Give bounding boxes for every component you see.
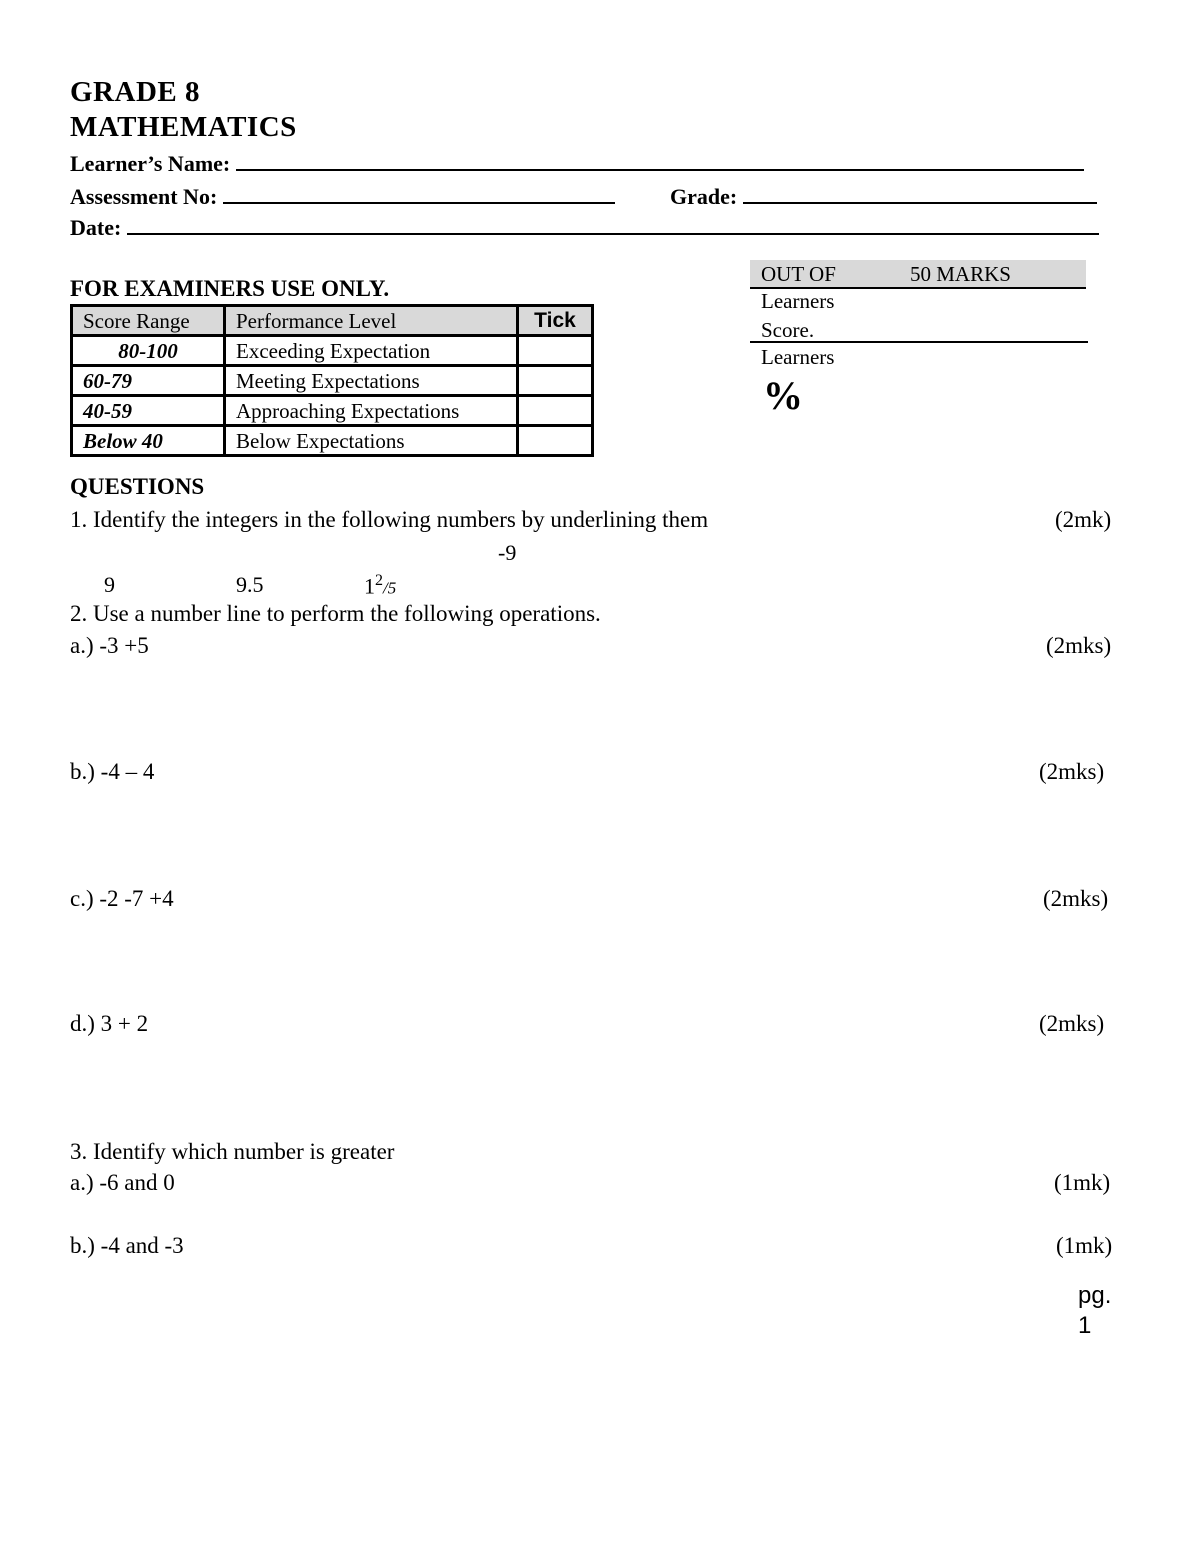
score-range-cell: Below 40 <box>72 426 225 456</box>
performance-level-cell: Below Expectations <box>225 426 518 456</box>
grade-label: Grade: <box>670 184 738 209</box>
question-3a-marks: (1mk) <box>1054 1170 1111 1195</box>
col-tick: Tick <box>518 306 593 336</box>
questions-heading: QUESTIONS <box>70 474 205 499</box>
question-2b-marks: (2mks) <box>1039 759 1105 784</box>
question-2b-text: b.) -4 – 4 <box>70 759 155 784</box>
learners-percent-label: Learners <box>761 345 835 369</box>
out-of-bar <box>750 260 1086 289</box>
learner-name-line[interactable] <box>236 151 1084 171</box>
assessment-no-line[interactable] <box>223 184 615 204</box>
question-2d-text: d.) 3 + 2 <box>70 1011 149 1036</box>
question-2-text: 2. Use a number line to perform the following operations. <box>70 601 601 626</box>
table-row <box>72 366 593 396</box>
tick-cell[interactable] <box>518 366 593 396</box>
out-of-label: OUT OF <box>761 262 836 286</box>
performance-level-cell: Meeting Expectations <box>225 366 518 396</box>
table-header-row <box>72 306 593 336</box>
number-mixed-fraction <box>364 572 396 599</box>
question-1-marks: (2mk) <box>1055 507 1112 532</box>
date-line[interactable] <box>127 215 1099 235</box>
score-range-cell: 80-100 <box>72 336 225 366</box>
performance-table <box>70 304 594 457</box>
learner-name-label: Learner’s Name: <box>70 151 231 176</box>
title-grade: GRADE 8 <box>70 76 200 108</box>
fraction-numerator: 2 <box>375 572 383 589</box>
score-divider <box>750 341 1088 343</box>
tick-cell[interactable] <box>518 396 593 426</box>
question-3b-text: b.) -4 and -3 <box>70 1233 184 1258</box>
tick-cell[interactable] <box>518 426 593 456</box>
grade-field <box>670 184 1097 210</box>
learner-name-field <box>70 151 1084 177</box>
table-row <box>72 336 593 366</box>
date-label: Date: <box>70 215 122 240</box>
tick-cell[interactable] <box>518 336 593 366</box>
question-3-text: 3. Identify which number is greater <box>70 1139 395 1164</box>
col-performance-level: Performance Level <box>225 306 518 336</box>
table-row <box>72 426 593 456</box>
grade-line[interactable] <box>743 184 1097 204</box>
learners-score-label-1: Learners <box>761 289 835 313</box>
fraction-whole: 1 <box>364 573 375 599</box>
question-2a-marks: (2mks) <box>1046 633 1112 658</box>
question-3b-marks: (1mk) <box>1056 1233 1113 1258</box>
number-neg-9: -9 <box>498 540 517 565</box>
score-range-cell: 40-59 <box>72 396 225 426</box>
title-subject: MATHEMATICS <box>70 111 297 143</box>
assessment-no-label: Assessment No: <box>70 184 218 209</box>
score-range-cell: 60-79 <box>72 366 225 396</box>
number-9: 9 <box>104 572 115 597</box>
col-score-range: Score Range <box>72 306 225 336</box>
question-2c-text: c.) -2 -7 +4 <box>70 886 174 911</box>
table-row <box>72 396 593 426</box>
question-2a-text: a.) -3 +5 <box>70 633 149 658</box>
page-number: 1 <box>1078 1312 1092 1339</box>
number-9-5: 9.5 <box>236 572 264 597</box>
question-3a-text: a.) -6 and 0 <box>70 1170 175 1195</box>
learners-score-label-2: Score. <box>761 318 815 342</box>
examiner-heading: FOR EXAMINERS USE ONLY. <box>70 276 390 301</box>
date-field <box>70 215 1099 241</box>
page-label: pg. <box>1078 1282 1112 1309</box>
performance-level-cell: Approaching Expectations <box>225 396 518 426</box>
percent-symbol: % <box>763 373 803 418</box>
fraction-denominator: /5 <box>383 578 397 598</box>
question-2c-marks: (2mks) <box>1043 886 1109 911</box>
question-1-text: 1. Identify the integers in the following numbers by underlining them <box>70 507 709 532</box>
assessment-no-field <box>70 184 615 210</box>
question-2d-marks: (2mks) <box>1039 1011 1105 1036</box>
performance-level-cell: Exceeding Expectation <box>225 336 518 366</box>
total-marks-label: 50 MARKS <box>910 262 1011 286</box>
